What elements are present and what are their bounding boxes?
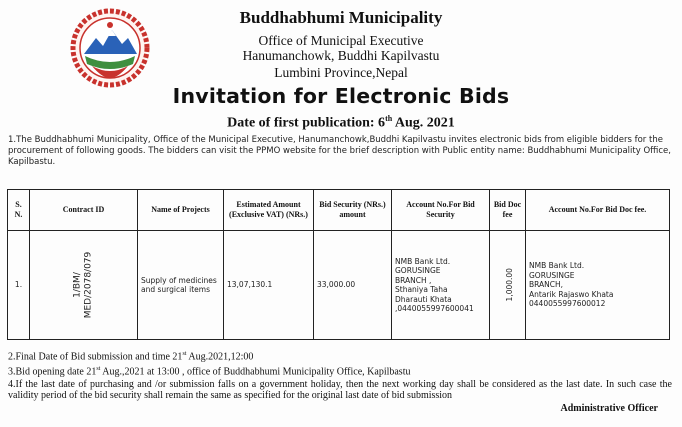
header-security-account: Account No.For Bid Security bbox=[392, 190, 490, 231]
security-account-line: GORUSINGE bbox=[395, 266, 441, 275]
security-account-line: Sthaniya Taha bbox=[395, 285, 448, 294]
security-account-line: NMB Bank Ltd. bbox=[395, 256, 451, 266]
header-fee-account: Account No.For Bid Doc fee. bbox=[526, 190, 670, 231]
notice-title: Invitation for Electronic Bids bbox=[172, 84, 510, 108]
cell-fee-account bbox=[526, 231, 670, 340]
header-project-name: Name of Projects bbox=[138, 190, 224, 231]
cell-security-account bbox=[392, 231, 490, 340]
security-account-line: BRANCH , bbox=[395, 275, 432, 285]
cell-contract-id bbox=[30, 231, 138, 340]
security-account-line: ,0440055997600041 bbox=[395, 304, 474, 313]
bids-table bbox=[7, 189, 670, 340]
contract-id-line2: MED/2078/079 bbox=[83, 251, 94, 319]
fee-account-line: Antarik Rajaswo Khata bbox=[529, 289, 614, 299]
cell-doc-fee bbox=[490, 231, 526, 340]
fee-account-line: NMB Bank Ltd. bbox=[529, 261, 585, 271]
note-3-suffix: Aug.,2021 at 13:00 , office of Buddhabhumi Municipality Office, Kapilbastu bbox=[100, 366, 411, 378]
contract-id-line1: 1/BM/ bbox=[72, 272, 83, 298]
header-doc-fee: Bid Doc fee bbox=[490, 190, 526, 231]
signatory-title: Administrative Officer bbox=[560, 403, 658, 414]
header-estimated-amount: Estimated Amount (Exclusive VAT) (NRs.) bbox=[224, 190, 314, 231]
note-2-ordinal: st bbox=[182, 351, 187, 357]
publication-date-ordinal: th bbox=[385, 114, 393, 123]
note-holiday-clause: 4.If the last date of purchasing and /or submission falls on a government holiday, then the next working day shall be considered as the last date. In such case the validity period of the bid security shall remain the same as specified for the original last date of bid submission bbox=[8, 379, 672, 401]
note-bid-opening bbox=[8, 364, 672, 377]
publication-date-prefix: Date of first publication: 6 bbox=[227, 115, 386, 131]
publication-date bbox=[0, 114, 682, 132]
table-header-row bbox=[8, 190, 670, 231]
header-contract-id: Contract ID bbox=[30, 190, 138, 231]
note-2-prefix: 2.Final Date of Bid submission and time 21 bbox=[8, 351, 183, 363]
header-sn: S. N. bbox=[8, 190, 30, 231]
cell-bid-security: 33,000.00 bbox=[314, 231, 392, 340]
fee-account-line: 0440055997600012 bbox=[529, 299, 606, 309]
note-2-suffix: Aug.2021,12:00 bbox=[186, 351, 254, 363]
cell-estimated-amount: 13,07,130.1 bbox=[224, 231, 314, 340]
note-submission-deadline bbox=[8, 349, 672, 362]
security-account-line: Dharauti Khata bbox=[395, 294, 452, 304]
organization-name: Buddhabhumi Municipality bbox=[239, 8, 443, 27]
office-province: Lumbini Province,Nepal bbox=[274, 65, 408, 80]
contract-id-text bbox=[73, 252, 95, 319]
doc-fee-text: 1,000.00 bbox=[504, 268, 514, 302]
cell-project-name: Supply of medicines and surgical items bbox=[138, 231, 224, 340]
fee-account-line: GORUSINGE bbox=[529, 270, 575, 280]
intro-paragraph: 1.The Buddhabhumi Municipality, Office of the Municipal Executive, Hanumanchowk,Buddhi Kapilvastu invites electronic bids from eligible bidders for the procurement of following goods. The bidders can visit the PPMO website for the brief description with Public entity name: Buddhabhumi Municipality Office, Kapilbastu. bbox=[8, 135, 671, 167]
office-name: Office of Municipal Executive bbox=[258, 33, 424, 48]
cell-sn: 1. bbox=[8, 231, 30, 340]
note-3-ordinal: st bbox=[96, 366, 101, 372]
fee-account-line: BRANCH, bbox=[529, 280, 564, 290]
note-3-prefix: 3.Bid opening date 21 bbox=[8, 366, 97, 378]
office-address: Hanumanchowk, Buddhi Kapilvastu bbox=[242, 48, 440, 63]
publication-date-suffix: Aug. 2021 bbox=[392, 115, 455, 131]
table-row bbox=[8, 231, 670, 340]
header-bid-security: Bid Security (NRs.) amount bbox=[314, 190, 392, 231]
